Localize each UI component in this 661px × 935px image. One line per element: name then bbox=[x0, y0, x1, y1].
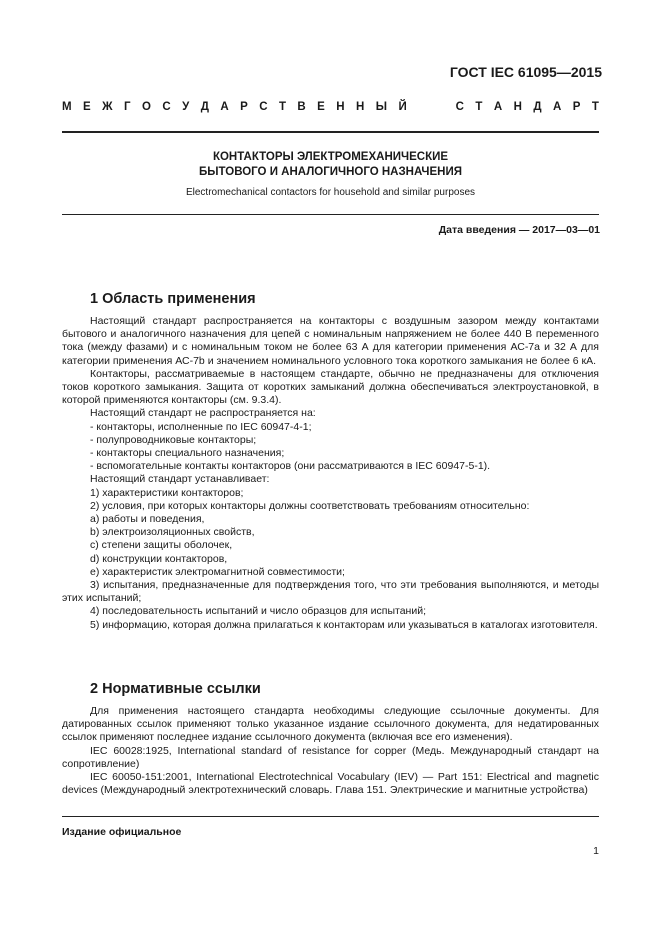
banner-letter: Р bbox=[240, 101, 248, 113]
banner-letter: С bbox=[162, 101, 171, 113]
banner-letter: У bbox=[182, 101, 190, 113]
banner-letter: О bbox=[141, 101, 151, 113]
banner-letter: М bbox=[62, 101, 72, 113]
banner-letter: Ы bbox=[375, 101, 388, 113]
list-item: 4) последовательность испытаний и число образцов для испытаний; bbox=[90, 605, 426, 618]
banner-letter: Е bbox=[317, 101, 325, 113]
list-item: - вспомогательные контакты контакторов (они рассматриваются в IEC 60947-5-1). bbox=[90, 460, 491, 473]
banner-letter: Й bbox=[398, 101, 407, 113]
banner-letter: Т bbox=[475, 101, 483, 113]
banner-letter: С bbox=[455, 101, 464, 113]
official-edition-label: Издание официальное bbox=[62, 826, 182, 838]
banner-word-gap bbox=[418, 101, 444, 119]
banner-letter: Д bbox=[533, 101, 542, 113]
banner-letter: А bbox=[493, 101, 503, 113]
list-item: b) электроизоляционных свойств, bbox=[90, 526, 255, 539]
paragraph: Настоящий стандарт устанавливает: bbox=[90, 473, 270, 486]
header-rule bbox=[62, 131, 599, 133]
paragraph: Контакторы, рассматриваемые в настоящем стандарте, обычно не предназначены для отключения токов короткого замыкания. Защита от коротких замыканий должна обеспечиваться электроустановкой, в которой применяются контакторы (см. 9.3.4). bbox=[62, 367, 599, 407]
banner-letter: С bbox=[259, 101, 268, 113]
banner-letter: Н bbox=[336, 101, 345, 113]
list-item: 2) условия, при которых контакторы должны соответствовать требованиям относительно: bbox=[90, 499, 530, 512]
paragraph: Настоящий стандарт не распространяется на: bbox=[90, 407, 316, 420]
paragraph: 3) испытания, предназначенные для подтверждения того, что эти требования выполняются, и методы этих испытаний; bbox=[62, 579, 599, 605]
banner-letter: Д bbox=[200, 101, 209, 113]
banner-letter: Е bbox=[83, 101, 91, 113]
banner-letter: В bbox=[297, 101, 306, 113]
banner-letter: Н bbox=[356, 101, 365, 113]
footer-rule bbox=[62, 816, 599, 817]
paragraph: IEC 60028:1925, International standard of resistance for copper (Медь. Международный стандарт на сопротивление) bbox=[62, 744, 599, 770]
page-number: 1 bbox=[593, 845, 599, 857]
list-item: c) степени защиты оболочек, bbox=[90, 539, 233, 552]
section-1-body bbox=[62, 315, 599, 632]
banner-letter: Г bbox=[123, 101, 131, 113]
paragraph: 5) информацию, которая должна прилагаться к контакторам или указываться в каталогах изготовителя. bbox=[90, 618, 598, 631]
list-item: e) характеристик электромагнитной совместимости; bbox=[90, 565, 345, 578]
section-1-heading: 1 Область применения bbox=[90, 291, 256, 307]
banner-letter: А bbox=[552, 101, 562, 113]
title-line-2: БЫТОВОГО И АНАЛОГИЧНОГО НАЗНАЧЕНИЯ bbox=[199, 166, 462, 178]
english-title: Electromechanical contactors for household and similar purposes bbox=[185, 187, 476, 198]
paragraph: Для применения настоящего стандарта необходимы следующие ссылочные документы. Для датированных ссылок применяют только указанное издание ссылочного документа, для недатированных ссылок применяют последнее издание ссылочного документа (включая все его изменения). bbox=[62, 705, 599, 744]
banner-letter: Н bbox=[513, 101, 522, 113]
banner-letter: Ж bbox=[102, 101, 113, 113]
list-item: d) конструкции контакторов, bbox=[90, 552, 228, 565]
title-rule bbox=[62, 214, 599, 215]
banner-letter: Т bbox=[278, 101, 286, 113]
banner-letter: А bbox=[220, 101, 229, 113]
document-title bbox=[62, 150, 599, 180]
banner-letter: Т bbox=[591, 101, 599, 113]
list-item: a) работы и поведения, bbox=[90, 513, 205, 526]
standard-banner bbox=[62, 101, 599, 119]
list-item: - контакторы специального назначения; bbox=[90, 447, 285, 460]
list-item: - контакторы, исполненные по IEC 60947-4-1; bbox=[90, 420, 312, 433]
section-2-heading: 2 Нормативные ссылки bbox=[90, 681, 261, 697]
list-item: 1) характеристики контакторов; bbox=[90, 486, 244, 499]
list-item: - полупроводниковые контакторы; bbox=[90, 433, 257, 446]
banner-letter: Р bbox=[572, 101, 581, 113]
paragraph: Настоящий стандарт распространяется на контакторы с воздушным зазором между контактами бытового и аналогичного назначения для цепей с номинальным напряжением не более 440 В переменного тока (между фазами) и с номинальным током не более 63 А для категории применения АС-7а и 32 А для категории применения АС-7b и значением номинального условного тока короткого замыкания не более 6 кА. bbox=[62, 315, 599, 367]
introduction-date: Дата введения — 2017—03—01 bbox=[438, 224, 600, 236]
title-line-1: КОНТАКТОРЫ ЭЛЕКТРОМЕХАНИЧЕСКИЕ bbox=[212, 151, 449, 163]
document-number: ГОСТ IEC 61095—2015 bbox=[449, 64, 602, 80]
section-2-body bbox=[62, 705, 599, 797]
paragraph: IEC 60050-151:2001, International Electrotechnical Vocabulary (IEV) — Part 151: Electrical and magnetic devices (Международный электротехнический словарь. Глава 151. Электрические и магнитные устройства) bbox=[62, 771, 599, 797]
